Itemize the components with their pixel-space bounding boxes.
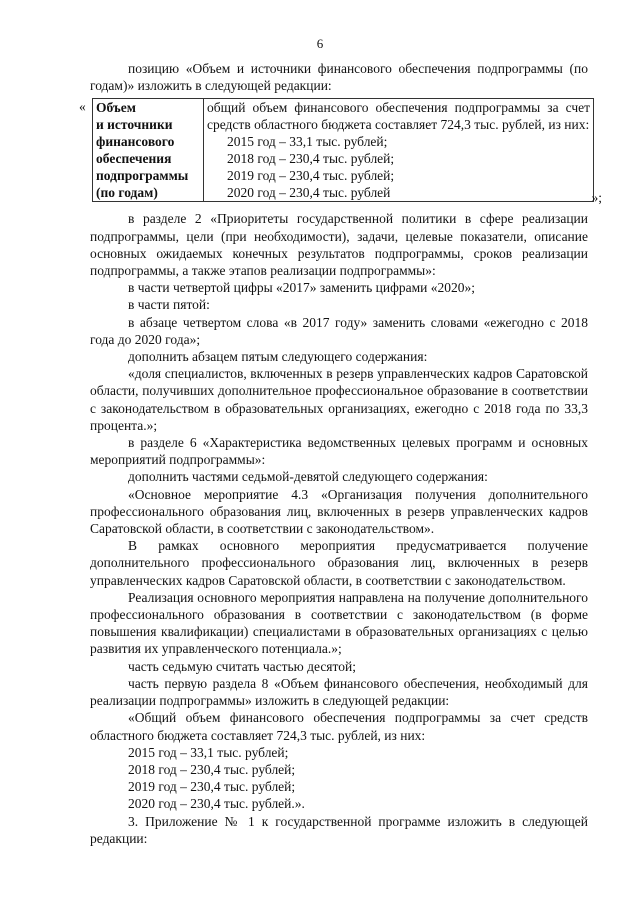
paragraph: часть первую раздела 8 «Объем финансового обеспечения, необходимый для реализации подпрограммы» изложить в следующей редакции: <box>90 675 588 709</box>
finance-value-cell <box>204 99 594 202</box>
value-line: 2018 год – 230,4 тыс. рублей; <box>227 151 395 167</box>
paragraph: «доля специалистов, включенных в резерв управленческих кадров Саратовской области, получивших дополнительное профессиональное образование в соответствии с законодательством в образовательных организациях, ежегодно с 2018 года по 33,3 процента.»; <box>90 366 588 433</box>
finance-table-block <box>79 98 602 206</box>
year-line: 2015 год – 33,1 тыс. рублей; <box>128 744 289 760</box>
paragraph: в разделе 2 «Приоритеты государственной политики в сфере реализации подпрограммы, цели (при необходимости), задачи, целевые показатели, описание основных ожидаемых конечных результатов подпрограммы, сроков реализации подпрограммы, а также этапов реализации подпрограммы»: <box>90 211 588 279</box>
label-line: Объем <box>96 100 136 116</box>
value-line: 2019 год – 230,4 тыс. рублей; <box>227 168 395 184</box>
document-body <box>79 60 602 847</box>
paragraph: в части пятой: <box>128 297 210 313</box>
final-paragraph: 3. Приложение № 1 к государственной программе изложить в следующей редакции: <box>90 813 588 846</box>
paragraph: В рамках основного мероприятия предусматривается получение дополнительного профессионального образования лиц, включенных в резерв управленческих кадров Саратовской области, в соответствии с законодательством. <box>90 538 588 588</box>
paragraph: «Основное мероприятие 4.3 «Организация получения дополнительного профессионального образования лиц, включенных в резерв управленческих кадров Саратовской области, в соответствии с законодательством». <box>90 486 588 537</box>
paragraph: «Общий объем финансового обеспечения подпрограммы за счет средств областного бюджета составляет 724,3 тыс. рублей, из них: <box>90 710 588 743</box>
label-line: (по годам) <box>96 185 158 201</box>
year-line: 2020 год – 230,4 тыс. рублей.». <box>128 796 305 812</box>
label-line: обеспечения <box>96 151 172 167</box>
label-line: финансового <box>96 134 175 150</box>
paragraph: Реализация основного мероприятия направлена на получение дополнительного профессионального образования в соответствии с законодательством (в форме повышения квалификации) специалистами в образовательных организациях с целью развития их управленческого потенциала.»; <box>90 589 588 657</box>
paragraph: в абзаце четвертом слова «в 2017 году» заменить словами «ежегодно с 2018 года до 2020 года»; <box>90 314 588 347</box>
paragraph: в разделе 6 «Характеристика ведомственных целевых программ и основных мероприятий подпрограммы»: <box>90 435 588 468</box>
page-number: 6 <box>316 36 324 51</box>
paragraph: в части четвертой цифры «2017» заменить цифрами «2020»; <box>128 280 475 296</box>
label-line: и источники <box>96 117 173 133</box>
table-open-quote: « <box>79 99 86 115</box>
table-close-quote: »; <box>591 190 602 206</box>
finance-label-cell <box>93 99 204 202</box>
label-line: подпрограммы <box>96 168 189 184</box>
value-line: общий объем финансового обеспечения подпрограммы за счет средств областного бюджета составляет 724,3 тыс. рублей, из них: <box>207 100 590 133</box>
paragraph: дополнить частями седьмой-девятой следующего содержания: <box>128 469 488 485</box>
value-line: 2020 год – 230,4 тыс. рублей <box>227 185 391 201</box>
year-line: 2018 год – 230,4 тыс. рублей; <box>128 761 296 777</box>
paragraph: дополнить абзацем пятым следующего содержания: <box>128 349 428 365</box>
finance-table <box>92 98 594 202</box>
year-line: 2019 год – 230,4 тыс. рублей; <box>128 779 296 795</box>
value-line: 2015 год – 33,1 тыс. рублей; <box>227 134 388 150</box>
paragraph: часть седьмую считать частью десятой; <box>128 658 356 674</box>
intro-paragraph: позицию «Объем и источники финансового обеспечения подпрограммы (по годам)» изложить в следующей редакции: <box>90 61 588 94</box>
